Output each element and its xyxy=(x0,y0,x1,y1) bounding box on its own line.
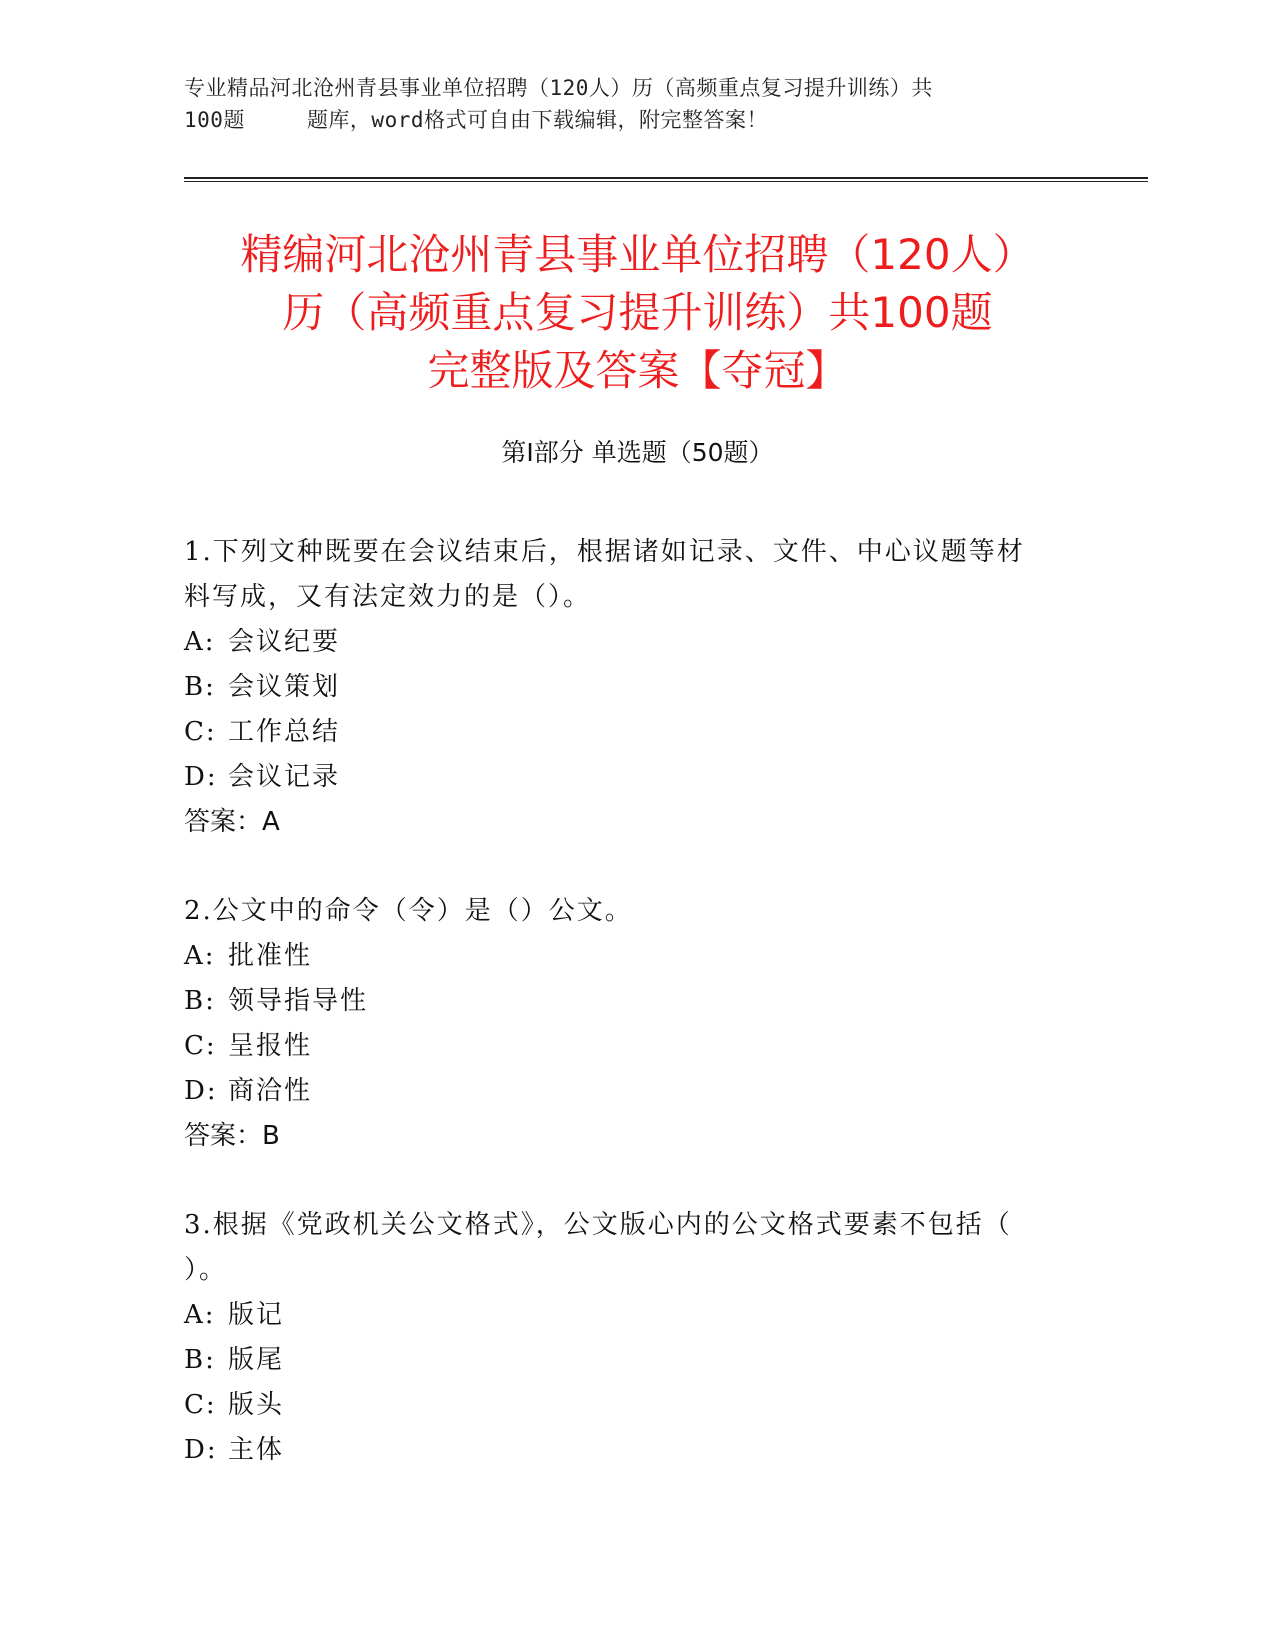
answer-line: 答案：B xyxy=(184,1121,280,1151)
option-a xyxy=(184,934,1064,979)
option-text: 会议记录 xyxy=(228,762,341,792)
option-d xyxy=(184,1428,1064,1473)
option-b xyxy=(184,665,1064,710)
question-stem xyxy=(184,1203,1064,1293)
option-text: 商洽性 xyxy=(228,1076,313,1106)
option-key: B: xyxy=(184,672,216,702)
option-b xyxy=(184,1338,1064,1383)
answer-line: 答案：A xyxy=(184,807,280,837)
question-stem-line: 2.公文中的命令（令）是（）公文。 xyxy=(184,896,633,926)
question-list xyxy=(184,530,1064,1517)
option-text: 版尾 xyxy=(228,1345,285,1375)
document-title-line-2: 历（高频重点复习提升训练）共100题 xyxy=(282,288,993,337)
option-a xyxy=(184,1293,1064,1338)
option-d xyxy=(184,755,1064,800)
option-key: A: xyxy=(184,627,216,657)
header-divider-thick xyxy=(184,177,1148,179)
option-key: C: xyxy=(184,717,217,747)
header-divider-thin xyxy=(184,181,1148,182)
option-text: 批准性 xyxy=(228,941,313,971)
option-a xyxy=(184,620,1064,665)
option-d xyxy=(184,1069,1064,1114)
section-title: 第Ⅰ部分 单选题（50题） xyxy=(501,438,774,467)
option-text: 会议策划 xyxy=(228,672,341,702)
option-text: 工作总结 xyxy=(228,717,341,747)
question-3 xyxy=(184,1203,1064,1473)
option-key: C: xyxy=(184,1390,217,1420)
question-2 xyxy=(184,889,1064,1159)
option-key: C: xyxy=(184,1031,217,1061)
document-title-line-3: 完整版及答案【夺冠】 xyxy=(427,346,848,395)
option-text: 版头 xyxy=(228,1390,285,1420)
header-note-line-1: 专业精品河北沧州青县事业单位招聘（120人）历（高频重点复习提升训练）共 xyxy=(184,76,933,100)
document-title-line-1: 精编河北沧州青县事业单位招聘（120人） xyxy=(240,230,1035,279)
question-stem xyxy=(184,889,1064,934)
option-key: A: xyxy=(184,941,216,971)
option-text: 会议纪要 xyxy=(228,627,341,657)
option-c xyxy=(184,1383,1064,1428)
option-text: 领导指导性 xyxy=(228,986,369,1016)
header-note-description: 题库，word格式可自由下载编辑，附完整答案！ xyxy=(306,108,769,132)
option-key: D: xyxy=(184,1076,218,1106)
question-stem-line: ）。 xyxy=(184,1255,228,1285)
header-note-count: 100题 xyxy=(184,108,245,132)
question-stem-line: 1.下列文种既要在会议结束后，根据诸如记录、文件、中心议题等材 xyxy=(184,537,1025,567)
option-text: 呈报性 xyxy=(228,1031,313,1061)
option-c xyxy=(184,710,1064,755)
option-key: D: xyxy=(184,762,218,792)
question-1 xyxy=(184,530,1064,845)
option-b xyxy=(184,979,1064,1024)
option-text: 版记 xyxy=(228,1300,285,1330)
question-stem-line: 料写成，又有法定效力的是（）。 xyxy=(184,582,592,612)
option-c xyxy=(184,1024,1064,1069)
document-title xyxy=(150,226,1125,400)
option-key: A: xyxy=(184,1300,216,1330)
option-key: B: xyxy=(184,1345,216,1375)
header-note-line-2 xyxy=(184,104,1064,136)
question-stem-line: 3.根据《党政机关公文格式》，公文版心内的公文格式要素不包括（ xyxy=(184,1210,1012,1240)
header-note xyxy=(184,72,1064,136)
question-stem xyxy=(184,530,1064,620)
option-text: 主体 xyxy=(228,1435,285,1465)
option-key: D: xyxy=(184,1435,218,1465)
option-key: B: xyxy=(184,986,216,1016)
